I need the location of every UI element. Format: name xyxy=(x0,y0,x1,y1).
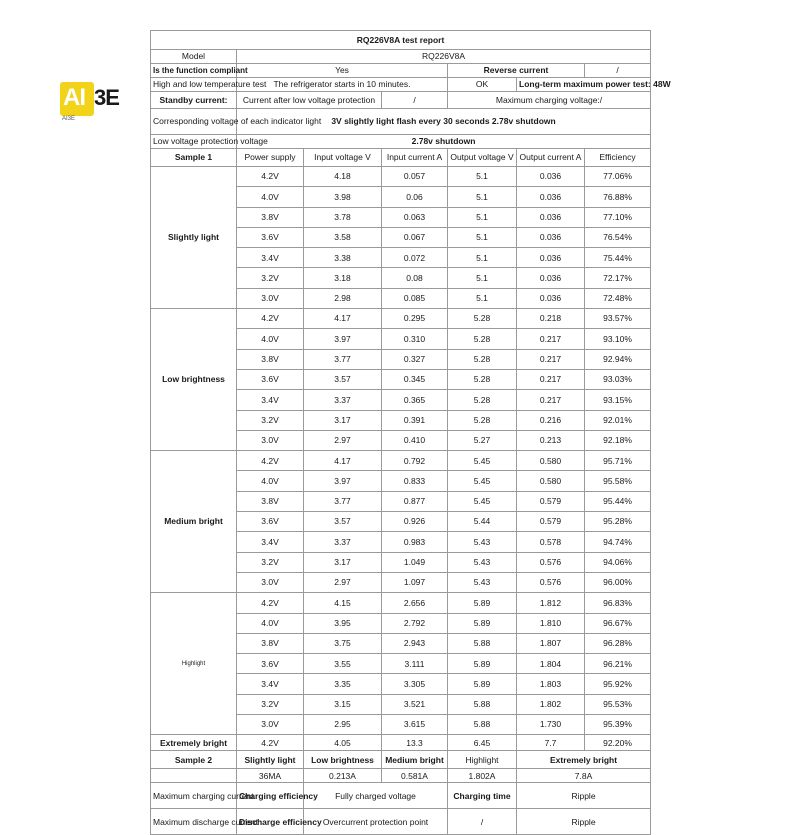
low-voltage-protection-label: Low voltage protection voltage xyxy=(151,135,237,149)
cell-output-voltage: 5.1 xyxy=(448,288,517,308)
cell-power-supply: 3.4V xyxy=(237,532,304,552)
cell-output-current: 1.802 xyxy=(517,694,585,714)
cell-efficiency: 95.39% xyxy=(585,715,651,735)
cell-output-voltage: 5.43 xyxy=(448,532,517,552)
cell-input-voltage: 3.37 xyxy=(304,390,382,410)
header-output-voltage: Output voltage V xyxy=(448,149,517,167)
cell-efficiency: 92.20% xyxy=(585,735,651,751)
cell-input-current: 0.327 xyxy=(382,349,448,369)
cell-efficiency: 96.28% xyxy=(585,633,651,653)
cell-input-current: 0.063 xyxy=(382,207,448,227)
cell-output-voltage: 5.88 xyxy=(448,633,517,653)
model-label: Model xyxy=(151,50,237,64)
cell-input-voltage: 3.95 xyxy=(304,613,382,633)
overcurrent-value: / xyxy=(448,809,517,835)
table-header-row xyxy=(151,149,651,167)
cell-input-voltage: 3.15 xyxy=(304,694,382,714)
cell-output-voltage: 5.28 xyxy=(448,309,517,329)
extremely-bright-label: Extremely bright xyxy=(151,735,237,751)
cell-input-current: 3.111 xyxy=(382,654,448,674)
extremely-bright-row xyxy=(151,735,651,751)
cell-input-current: 0.06 xyxy=(382,187,448,207)
cell-efficiency: 76.54% xyxy=(585,227,651,247)
cell-output-voltage: 5.28 xyxy=(448,410,517,430)
cell-output-voltage: 5.27 xyxy=(448,430,517,450)
cell-power-supply: 3.4V xyxy=(237,674,304,694)
cell-input-current: 0.833 xyxy=(382,471,448,491)
cell-output-current: 0.580 xyxy=(517,451,585,471)
cell-output-voltage: 5.1 xyxy=(448,227,517,247)
cell-input-voltage: 3.57 xyxy=(304,512,382,532)
cell-efficiency: 95.58% xyxy=(585,471,651,491)
after-low-voltage-value: / xyxy=(382,92,448,109)
sample-2-value: 36MA xyxy=(237,769,304,783)
cell-efficiency: 95.71% xyxy=(585,451,651,471)
cell-input-current: 0.08 xyxy=(382,268,448,288)
group-label: Slightly light xyxy=(151,167,237,309)
cell-input-current: 13.3 xyxy=(382,735,448,751)
cell-input-voltage: 2.97 xyxy=(304,430,382,450)
header-efficiency: Efficiency xyxy=(585,149,651,167)
cell-output-voltage: 5.28 xyxy=(448,329,517,349)
cell-input-current: 1.097 xyxy=(382,572,448,592)
header-input-voltage: Input voltage V xyxy=(304,149,382,167)
table-row xyxy=(151,309,651,329)
sample-2-label: Sample 2 xyxy=(151,751,237,769)
cell-efficiency: 72.17% xyxy=(585,268,651,288)
footer-row xyxy=(151,809,651,835)
reverse-current-label: Reverse current xyxy=(448,64,585,78)
cell-output-current: 0.578 xyxy=(517,532,585,552)
cell-input-voltage: 3.78 xyxy=(304,207,382,227)
cell-input-voltage: 3.77 xyxy=(304,491,382,511)
cell-input-voltage: 4.18 xyxy=(304,167,382,187)
cell-power-supply: 3.0V xyxy=(237,288,304,308)
temperature-test-label: High and low temperature test xyxy=(151,78,237,92)
cell-efficiency: 93.15% xyxy=(585,390,651,410)
cell-output-voltage: 5.89 xyxy=(448,674,517,694)
sample-2-header-row xyxy=(151,751,651,769)
cell-efficiency: 95.44% xyxy=(585,491,651,511)
group-label: Medium bright xyxy=(151,451,237,593)
cell-power-supply: 3.0V xyxy=(237,430,304,450)
cell-input-voltage: 3.97 xyxy=(304,329,382,349)
cell-input-voltage: 3.37 xyxy=(304,532,382,552)
temperature-ok: OK xyxy=(448,78,517,92)
cell-efficiency: 93.03% xyxy=(585,369,651,389)
cell-power-supply: 3.6V xyxy=(237,227,304,247)
footer-row xyxy=(151,783,651,809)
model-value: RQ226V8A xyxy=(237,50,651,64)
cell-power-supply: 4.2V xyxy=(237,451,304,471)
cell-input-voltage: 2.95 xyxy=(304,715,382,735)
cell-efficiency: 92.01% xyxy=(585,410,651,430)
cell-power-supply: 4.2V xyxy=(237,593,304,613)
long-term-power-test: Long-term maximum power test: 48W xyxy=(517,78,651,92)
cell-output-voltage: 5.28 xyxy=(448,349,517,369)
cell-output-voltage: 5.1 xyxy=(448,167,517,187)
cell-power-supply: 3.8V xyxy=(237,349,304,369)
cell-input-voltage: 3.58 xyxy=(304,227,382,247)
report-title: RQ226V8A test report xyxy=(151,31,651,50)
cell-input-voltage: 3.17 xyxy=(304,552,382,572)
reverse-current-value: / xyxy=(585,64,651,78)
sample-2-header: Extremely bright xyxy=(517,751,651,769)
cell-power-supply: 4.0V xyxy=(237,471,304,491)
cell-input-current: 0.792 xyxy=(382,451,448,471)
cell-power-supply: 4.0V xyxy=(237,329,304,349)
cell-output-current: 0.580 xyxy=(517,471,585,491)
cell-output-voltage: 5.45 xyxy=(448,471,517,491)
cell-output-voltage: 5.89 xyxy=(448,654,517,674)
cell-output-voltage: 5.44 xyxy=(448,512,517,532)
cell-input-voltage: 3.98 xyxy=(304,187,382,207)
cell-output-voltage: 5.43 xyxy=(448,552,517,572)
cell-output-current: 0.036 xyxy=(517,288,585,308)
cell-power-supply: 3.6V xyxy=(237,512,304,532)
cell-output-voltage: 6.45 xyxy=(448,735,517,751)
cell-output-voltage: 5.1 xyxy=(448,207,517,227)
cell-power-supply: 4.0V xyxy=(237,187,304,207)
cell-power-supply: 3.2V xyxy=(237,268,304,288)
cell-output-current: 1.804 xyxy=(517,654,585,674)
cell-input-current: 3.305 xyxy=(382,674,448,694)
sample-2-values-row xyxy=(151,769,651,783)
cell-input-current: 0.365 xyxy=(382,390,448,410)
cell-output-current: 0.036 xyxy=(517,227,585,247)
cell-input-current: 0.391 xyxy=(382,410,448,430)
compliant-value: Yes xyxy=(237,64,448,78)
cell-input-current: 0.877 xyxy=(382,491,448,511)
logo-subtext: AI3E xyxy=(62,116,76,122)
group-label: Low brightness xyxy=(151,309,237,451)
cell-output-current: 0.576 xyxy=(517,552,585,572)
cell-power-supply: 3.2V xyxy=(237,694,304,714)
cell-power-supply: 3.0V xyxy=(237,572,304,592)
max-discharge-current-label: Maximum discharge current xyxy=(151,809,237,835)
cell-output-voltage: 5.43 xyxy=(448,572,517,592)
cell-power-supply: 3.6V xyxy=(237,654,304,674)
cell-output-current: 0.217 xyxy=(517,329,585,349)
sample-2-value: 0.581A xyxy=(382,769,448,783)
indicator-voltage-label: Corresponding voltage of each indicator light xyxy=(151,109,237,135)
cell-input-current: 0.345 xyxy=(382,369,448,389)
cell-efficiency: 72.48% xyxy=(585,288,651,308)
logo-letters-a: AI xyxy=(63,84,85,111)
cell-output-current: 0.579 xyxy=(517,491,585,511)
cell-power-supply: 3.4V xyxy=(237,248,304,268)
cell-output-current: 0.217 xyxy=(517,390,585,410)
cell-input-voltage: 4.15 xyxy=(304,593,382,613)
cell-input-voltage: 3.55 xyxy=(304,654,382,674)
header-output-current: Output current A xyxy=(517,149,585,167)
cell-input-current: 2.943 xyxy=(382,633,448,653)
cell-power-supply: 4.2V xyxy=(237,167,304,187)
cell-output-current: 0.036 xyxy=(517,268,585,288)
cell-input-voltage: 4.17 xyxy=(304,451,382,471)
cell-input-current: 0.926 xyxy=(382,512,448,532)
cell-output-current: 1.730 xyxy=(517,715,585,735)
cell-efficiency: 77.06% xyxy=(585,167,651,187)
cell-input-voltage: 3.35 xyxy=(304,674,382,694)
cell-efficiency: 93.10% xyxy=(585,329,651,349)
cell-power-supply: 3.8V xyxy=(237,491,304,511)
cell-efficiency: 96.67% xyxy=(585,613,651,633)
watermark-logo xyxy=(60,82,152,122)
cell-power-supply: 4.2V xyxy=(237,735,304,751)
cell-output-current: 0.036 xyxy=(517,167,585,187)
sample-2-value: 7.8A xyxy=(517,769,651,783)
indicator-voltage-value: 3V slightly light flash every 30 seconds 2.78v shutdown xyxy=(237,109,651,135)
standby-current-label: Standby current: xyxy=(151,92,237,109)
cell-efficiency: 95.92% xyxy=(585,674,651,694)
header-power-supply: Power supply xyxy=(237,149,304,167)
cell-input-current: 0.410 xyxy=(382,430,448,450)
cell-output-voltage: 5.89 xyxy=(448,613,517,633)
table-row xyxy=(151,593,651,613)
cell-efficiency: 95.53% xyxy=(585,694,651,714)
cell-input-current: 0.295 xyxy=(382,309,448,329)
cell-efficiency: 92.94% xyxy=(585,349,651,369)
cell-input-current: 0.310 xyxy=(382,329,448,349)
cell-power-supply: 3.8V xyxy=(237,207,304,227)
cell-power-supply: 4.2V xyxy=(237,309,304,329)
cell-input-current: 0.067 xyxy=(382,227,448,247)
max-charging-voltage: Maximum charging voltage:/ xyxy=(448,92,651,109)
cell-efficiency: 92.18% xyxy=(585,430,651,450)
cell-input-voltage: 3.17 xyxy=(304,410,382,430)
cell-output-current: 0.576 xyxy=(517,572,585,592)
cell-input-voltage: 3.97 xyxy=(304,471,382,491)
cell-output-voltage: 5.1 xyxy=(448,187,517,207)
cell-input-voltage: 3.57 xyxy=(304,369,382,389)
sample-2-header: Low brightness xyxy=(304,751,382,769)
cell-input-current: 2.792 xyxy=(382,613,448,633)
ripple-label-2: Ripple xyxy=(517,809,651,835)
cell-input-current: 3.521 xyxy=(382,694,448,714)
cell-input-current: 0.072 xyxy=(382,248,448,268)
cell-power-supply: 3.6V xyxy=(237,369,304,389)
cell-efficiency: 96.83% xyxy=(585,593,651,613)
cell-power-supply: 3.8V xyxy=(237,633,304,653)
cell-output-current: 1.807 xyxy=(517,633,585,653)
cell-output-current: 0.036 xyxy=(517,248,585,268)
cell-output-voltage: 5.88 xyxy=(448,694,517,714)
cell-output-current: 1.810 xyxy=(517,613,585,633)
group-label: Highlight xyxy=(151,593,237,735)
cell-efficiency: 76.88% xyxy=(585,187,651,207)
cell-efficiency: 77.10% xyxy=(585,207,651,227)
cell-output-current: 0.217 xyxy=(517,349,585,369)
fully-charged-voltage-label: Fully charged voltage xyxy=(304,783,448,809)
cell-input-current: 1.049 xyxy=(382,552,448,572)
cell-input-voltage: 3.18 xyxy=(304,268,382,288)
cell-input-voltage: 4.05 xyxy=(304,735,382,751)
cell-output-current: 0.213 xyxy=(517,430,585,450)
compliant-label: Is the function compliant xyxy=(151,64,237,78)
sample-1-label: Sample 1 xyxy=(151,149,237,167)
temperature-test-value: The refrigerator starts in 10 minutes. xyxy=(237,78,448,92)
cell-output-current: 0.216 xyxy=(517,410,585,430)
cell-power-supply: 3.2V xyxy=(237,410,304,430)
table-row xyxy=(151,451,651,471)
cell-output-current: 1.803 xyxy=(517,674,585,694)
cell-input-current: 0.085 xyxy=(382,288,448,308)
cell-output-current: 7.7 xyxy=(517,735,585,751)
cell-input-voltage: 2.97 xyxy=(304,572,382,592)
report-table xyxy=(150,30,671,835)
cell-output-voltage: 5.88 xyxy=(448,715,517,735)
max-charging-current-label: Maximum charging current xyxy=(151,783,237,809)
cell-input-current: 0.983 xyxy=(382,532,448,552)
cell-efficiency: 96.00% xyxy=(585,572,651,592)
charging-time-label: Charging time xyxy=(448,783,517,809)
test-report-page xyxy=(150,30,671,835)
cell-efficiency: 94.06% xyxy=(585,552,651,572)
cell-output-voltage: 5.89 xyxy=(448,593,517,613)
cell-input-voltage: 3.38 xyxy=(304,248,382,268)
cell-output-current: 0.579 xyxy=(517,512,585,532)
cell-power-supply: 3.2V xyxy=(237,552,304,572)
cell-efficiency: 94.74% xyxy=(585,532,651,552)
charging-efficiency-label: Charging efficiency xyxy=(237,783,304,809)
low-voltage-protection-value: 2.78v shutdown xyxy=(237,135,651,149)
cell-efficiency: 93.57% xyxy=(585,309,651,329)
cell-output-current: 0.218 xyxy=(517,309,585,329)
cell-input-current: 0.057 xyxy=(382,167,448,187)
table-row xyxy=(151,167,651,187)
cell-output-current: 0.036 xyxy=(517,207,585,227)
cell-output-voltage: 5.1 xyxy=(448,248,517,268)
cell-power-supply: 3.0V xyxy=(237,715,304,735)
after-low-voltage-label: Current after low voltage protection xyxy=(237,92,382,109)
cell-input-current: 2.656 xyxy=(382,593,448,613)
blank-cell xyxy=(151,769,237,783)
cell-output-voltage: 5.28 xyxy=(448,369,517,389)
cell-output-current: 1.812 xyxy=(517,593,585,613)
cell-output-current: 0.217 xyxy=(517,369,585,389)
cell-power-supply: 3.4V xyxy=(237,390,304,410)
cell-input-current: 3.615 xyxy=(382,715,448,735)
cell-input-voltage: 2.98 xyxy=(304,288,382,308)
cell-power-supply: 4.0V xyxy=(237,613,304,633)
sample-2-header: Highlight xyxy=(448,751,517,769)
cell-input-voltage: 3.77 xyxy=(304,349,382,369)
sample-2-value: 1.802A xyxy=(448,769,517,783)
sample-2-header: Slightly light xyxy=(237,751,304,769)
sample-2-header: Medium bright xyxy=(382,751,448,769)
cell-input-voltage: 4.17 xyxy=(304,309,382,329)
discharge-efficiency-label: Discharge efficiency xyxy=(237,809,304,835)
cell-output-current: 0.036 xyxy=(517,187,585,207)
cell-efficiency: 95.28% xyxy=(585,512,651,532)
cell-output-voltage: 5.1 xyxy=(448,268,517,288)
cell-input-voltage: 3.75 xyxy=(304,633,382,653)
sample-2-value: 0.213A xyxy=(304,769,382,783)
cell-efficiency: 75.44% xyxy=(585,248,651,268)
ripple-label: Ripple xyxy=(517,783,651,809)
cell-output-voltage: 5.45 xyxy=(448,451,517,471)
cell-efficiency: 96.21% xyxy=(585,654,651,674)
logo-letters-b: 3E xyxy=(94,85,119,110)
cell-output-voltage: 5.28 xyxy=(448,390,517,410)
header-input-current: Input current A xyxy=(382,149,448,167)
overcurrent-protection-label: Overcurrent protection point xyxy=(304,809,448,835)
cell-output-voltage: 5.45 xyxy=(448,491,517,511)
